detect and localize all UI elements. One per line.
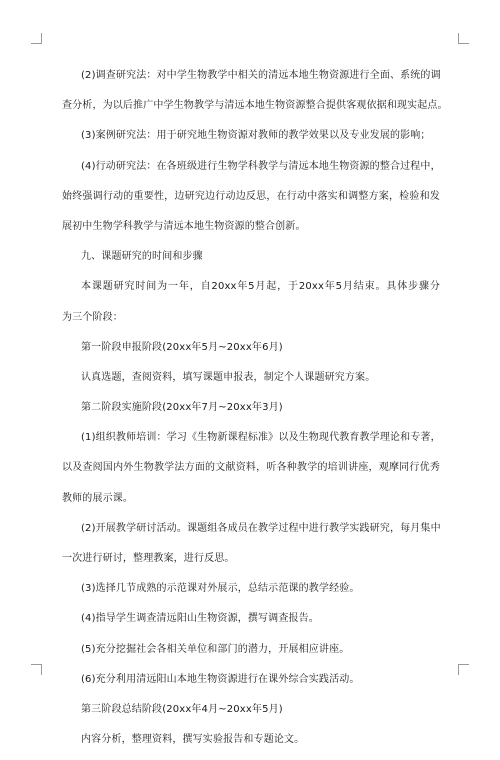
paragraph-line: 展初中生物学科教学与清远本地生物资源的整合创新。	[62, 220, 306, 232]
paragraph-line: 教师的展示课。	[62, 492, 134, 504]
paragraph-line: (2)调查研究法：对中学生物教学中相关的清远本地生物资源进行全面、系统的调	[81, 70, 441, 81]
paragraph-line: (1)组织教师培训：学习《生物新课程标准》以及生物现代教育教学理论和专著，	[81, 432, 441, 444]
document-body	[62, 66, 448, 760]
paragraph-line: 认真选题，查阅资料，填写课题申报表，制定个人课题研究方案。	[81, 371, 376, 383]
phase-heading: 第一阶段申报阶段(20xx年5月~20xx年6月)	[81, 341, 283, 353]
paragraph-line: (3)选择几节成熟的示范课对外展示，总结示范课的教学经验。	[81, 583, 360, 595]
paragraph-line: (4)行动研究法：在各班级进行生物学科教学与清远本地生物资源的整合过程中，	[81, 160, 441, 172]
paragraph-line: 内容分析，整理资料，撰写实验报告和专题论文。	[81, 734, 305, 746]
crop-mark-bottom-right	[458, 664, 469, 675]
phase-heading: 第三阶段总结阶段(20xx年4月~20xx年5月)	[81, 703, 283, 715]
phase-heading: 第二阶段实施阶段(20xx年7月~20xx年3月)	[81, 402, 283, 414]
paragraph-line: 为三个阶段：	[62, 311, 123, 323]
paragraph-line: (5)充分挖掘社会各相关单位和部门的潜力，开展相应讲座。	[81, 643, 350, 655]
paragraph-line: 一次进行研讨，整理教案，进行反思。	[62, 553, 235, 564]
paragraph-line: (4)指导学生调查清远阳山生物资源，撰写调查报告。	[81, 613, 319, 625]
section-heading: 九、课题研究的时间和步骤	[81, 251, 203, 263]
crop-mark-top-left	[31, 33, 42, 44]
paragraph-line: 始终强调行动的重要性，边研究边行动边反思，在行动中落实和调整方案，检验和发	[62, 190, 440, 202]
crop-mark-bottom-left	[31, 664, 42, 675]
paragraph-line: (6)充分利用清远阳山本地生物资源进行在课外综合实践活动。	[81, 673, 360, 685]
paragraph-line: 本课题研究时间为一年，自20xx年5月起，于20xx年5月结束。具体步骤分	[81, 281, 440, 293]
paragraph-line: (3)案例研究法：用于研究地生物资源对教师的教学效果以及专业发展的影响；	[81, 130, 431, 142]
paragraph-line: (2)开展教学研讨活动。课题组各成员在教学过程中进行教学实践研究，每月集中	[81, 522, 441, 534]
crop-mark-top-right	[458, 33, 469, 44]
paragraph-line: 以及查阅国内外生物教学法方面的文献资料，听各种教学的培训讲座，观摩同行优秀	[62, 462, 440, 474]
paragraph-line: 查分析，为以后推广中学生物教学与清远本地生物资源整合提供客观依据和现实起点。	[62, 100, 448, 112]
